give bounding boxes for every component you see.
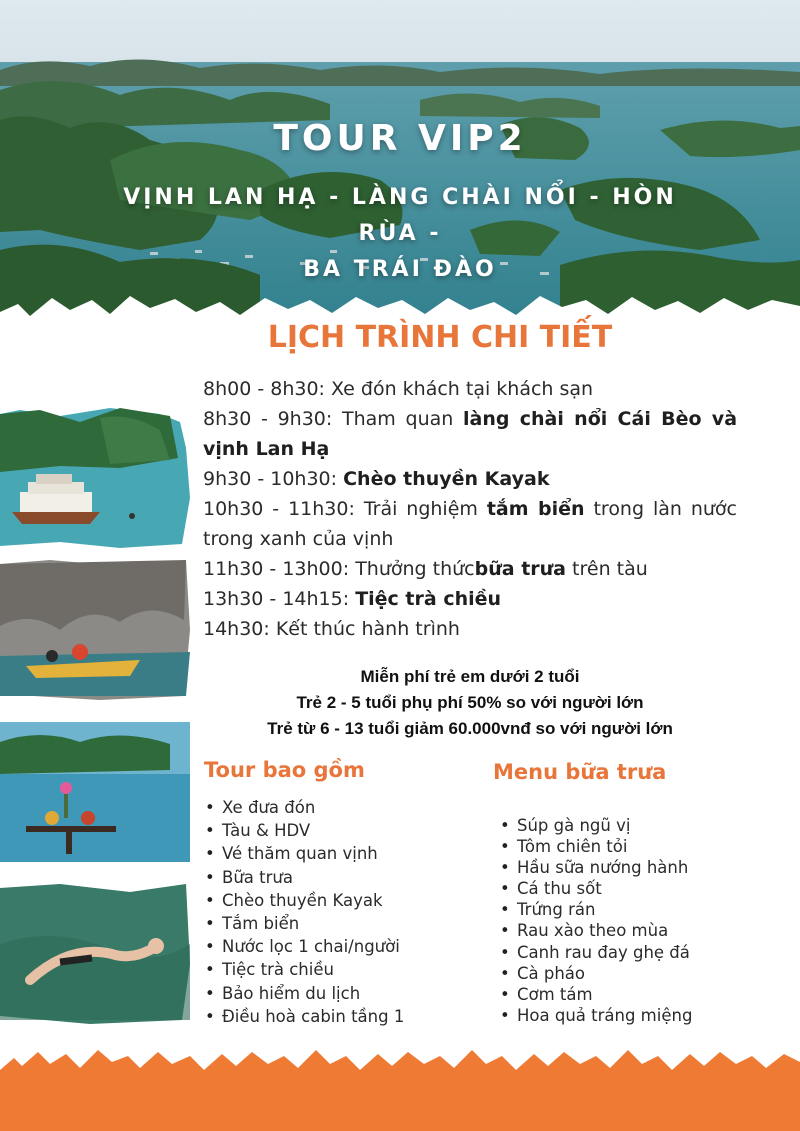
list-item: • Vé thăm quan vịnh bbox=[204, 842, 474, 865]
menu-list bbox=[499, 815, 769, 1026]
schedule-highlight: bữa trưa bbox=[474, 558, 566, 580]
list-item: • Tắm biển bbox=[204, 912, 474, 935]
schedule-time: 8h30 - 9h30: bbox=[203, 408, 333, 430]
list-item: • Xe đưa đón bbox=[204, 796, 474, 819]
included-heading: Tour bao gồm bbox=[204, 758, 365, 782]
schedule-time: 13h30 - 14h15: bbox=[203, 588, 350, 610]
schedule-item bbox=[203, 614, 737, 644]
schedule-item bbox=[203, 554, 737, 584]
list-item: • Cơm tám bbox=[499, 984, 769, 1005]
pricing-notes bbox=[160, 664, 780, 742]
swimming-photo bbox=[0, 884, 190, 1024]
schedule-highlight: Tiệc trà chiều bbox=[355, 588, 502, 610]
schedule-text: Trải nghiệm bbox=[363, 498, 478, 520]
included-list bbox=[204, 796, 474, 1028]
schedule-item bbox=[203, 584, 737, 614]
schedule-text: Thưởng thức bbox=[355, 558, 475, 580]
deck-table-photo bbox=[0, 722, 190, 862]
menu-heading: Menu bữa trưa bbox=[493, 760, 667, 784]
schedule-heading: LỊCH TRÌNH CHI TIẾT bbox=[267, 320, 613, 355]
tour-route bbox=[90, 180, 710, 288]
hero-banner bbox=[0, 0, 800, 340]
cruise-boat-photo bbox=[0, 408, 190, 550]
schedule-item bbox=[203, 404, 737, 464]
schedule-highlight: Chèo thuyền Kayak bbox=[343, 468, 550, 490]
tour-title: TOUR VIP2 bbox=[273, 118, 527, 159]
schedule-item bbox=[203, 464, 737, 494]
note-child: Trẻ từ 6 - 13 tuổi giảm 60.000vnđ so với người lớn bbox=[267, 719, 673, 738]
list-item: • Cá thu sốt bbox=[499, 878, 769, 899]
list-item: • Nước lọc 1 chai/người bbox=[204, 935, 474, 958]
schedule-time: 14h30: bbox=[203, 618, 270, 640]
schedule-text: Kết thúc hành trình bbox=[275, 618, 460, 640]
schedule-tail: trong làn nước trong xanh của vịnh bbox=[203, 498, 737, 550]
schedule-text: Tham quan bbox=[342, 408, 454, 430]
list-item: • Canh rau đay ghẹ đá bbox=[499, 942, 769, 963]
list-item: • Tàu & HDV bbox=[204, 819, 474, 842]
list-item: • Súp gà ngũ vị bbox=[499, 815, 769, 836]
schedule-text: Xe đón khách tại khách sạn bbox=[331, 378, 594, 400]
list-item: • Điều hoà cabin tầng 1 bbox=[204, 1005, 474, 1028]
schedule-item bbox=[203, 374, 737, 404]
schedule-time: 8h00 - 8h30: bbox=[203, 378, 325, 400]
note-infant: Miễn phí trẻ em dưới 2 tuổi bbox=[360, 667, 580, 686]
note-toddler: Trẻ 2 - 5 tuổi phụ phí 50% so với người lớn bbox=[296, 693, 644, 712]
list-item: • Tiệc trà chiều bbox=[204, 958, 474, 981]
list-item: • Trứng rán bbox=[499, 899, 769, 920]
list-item: • Bữa trưa bbox=[204, 866, 474, 889]
schedule-time: 11h30 - 13h00: bbox=[203, 558, 350, 580]
list-item: • Cà pháo bbox=[499, 963, 769, 984]
list-item: • Rau xào theo mùa bbox=[499, 920, 769, 941]
bay-aerial-photo bbox=[0, 0, 800, 340]
schedule-tail: trên tàu bbox=[572, 558, 648, 580]
schedule-list bbox=[203, 374, 737, 644]
tour-route-line-2: BA TRÁI ĐÀO bbox=[303, 257, 497, 282]
schedule-item bbox=[203, 494, 737, 554]
list-item: • Bảo hiểm du lịch bbox=[204, 982, 474, 1005]
schedule-time: 10h30 - 11h30: bbox=[203, 498, 355, 520]
footer-brush-band bbox=[0, 1046, 800, 1131]
list-item: • Hoa quả tráng miệng bbox=[499, 1005, 769, 1026]
list-item: • Chèo thuyền Kayak bbox=[204, 889, 474, 912]
schedule-highlight: làng chài nổi Cái Bèo và vịnh Lan Hạ bbox=[203, 408, 738, 460]
tour-route-line-1: VỊNH LAN HẠ - LÀNG CHÀI NỔI - HÒN RÙA - bbox=[123, 185, 677, 246]
schedule-time: 9h30 - 10h30: bbox=[203, 468, 338, 490]
list-item: • Hầu sữa nướng hành bbox=[499, 857, 769, 878]
list-item: • Tôm chiên tỏi bbox=[499, 836, 769, 857]
schedule-highlight: tắm biển bbox=[486, 498, 585, 520]
